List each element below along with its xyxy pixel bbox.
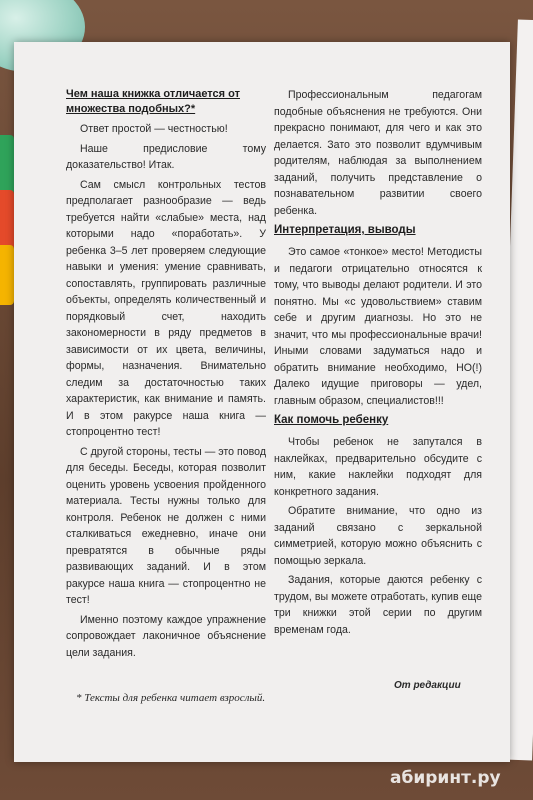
section-heading-1: Чем наша книжка отличается от множества подобных?* (66, 88, 240, 115)
yellow-pencil (0, 245, 14, 305)
left-paragraph-5: Именно поэтому каждое упражнение сопровождает лаконичное объяснение цели задания. (66, 613, 266, 659)
book-page (14, 42, 510, 762)
help-paragraph-2: Обратите внимание, что одно из заданий связано с зеркальной симметрией, которую можно объяснить с помощью зеркала. (274, 505, 482, 567)
left-paragraph-1: Ответ простой — честностью! (80, 123, 228, 135)
footnote: * Тексты для ребенка читает взрослый. (76, 692, 266, 704)
interpretation-paragraph: Это самое «тонкое» место! Методисты и педагоги отрицательно относятся к тому, что выводы делают родители. И это понятно. Мы «с удовольствием» ставим себе и другим диагнозы. Но это не значит, что мы профессиональные врачи! Иными словами задуматься надо и обратить внимание необходимо, НО(!) Далеко идущие приговоры — удел, главным образом, специалистов!!! (274, 246, 482, 407)
right-intro-paragraph: Профессиональным педагогам подобные объяснения не требуются. Они прекрасно понимают, для чего и как это делается. Зато это позволит вдумчивым родителям, наблюдая за выполнением заданий, получить представление о познавательном развитии своего ребенка. (274, 89, 482, 217)
red-pencil (0, 190, 14, 250)
right-column (274, 87, 482, 638)
help-paragraph-1: Чтобы ребенок не запутался в наклейках, предварительно обсудите с ним, какие наклейки подходят для конкретного задания. (274, 436, 482, 498)
green-pencil (0, 135, 14, 195)
help-paragraph-3: Задания, которые даются ребенку с трудом, вы можете отработать, купив еще три книжки этой серии по другим временам года. (274, 574, 482, 636)
editor-signature: От редакции (394, 680, 461, 691)
left-paragraph-3: Сам смысл контрольных тестов предполагает разнообразие — ведь требуется найти «слабые» места, над которыми надо «поработать». У ребенка 3–5 лет проверяем следующие навыки и умения: умение сравнивать, сопоставлять, группировать различные объекты, определять количественный и порядковый счет, находить закономерности в ряду предметов в зависимости от их цвета, величины, формы, назначения. Внимательно следим за достаточностью таких характеристик, как внимание и память. И в этом ракурсе наша книга — стопроцентно тест! (66, 178, 266, 438)
section-heading-2: Интерпретация, выводы (274, 224, 416, 236)
section-heading-3: Как помочь ребенку (274, 414, 389, 426)
left-paragraph-2: Наше предисловие тому доказательство! Итак. (66, 142, 266, 171)
left-paragraph-4: С другой стороны, тесты — это повод для беседы. Беседы, которая позволит оценить уровень усвоения пройденного материала. Тесты нужны только для контроля. Ребенок не должен с ними сталкиваться ежедневно, иначе они превратятся в обычные ряды развивающих заданий. И в этом ракурсе наша книга — стопроцентно не тест! (66, 445, 266, 606)
watermark: абиринт.ру (390, 768, 501, 788)
left-column (66, 87, 266, 661)
